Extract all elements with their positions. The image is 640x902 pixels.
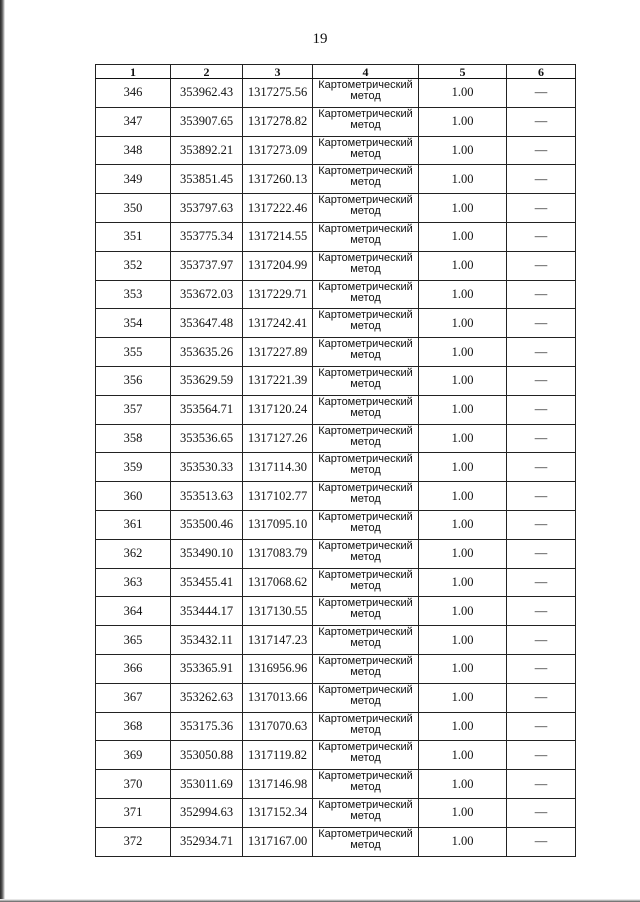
x-coordinate-cell: 353490.10	[171, 539, 243, 568]
note-cell	[507, 597, 576, 626]
point-number-cell: 361	[96, 510, 171, 539]
point-number-cell: 357	[96, 395, 171, 424]
method-text-line: Картометрический	[318, 626, 413, 639]
method-text-line: метод	[350, 752, 381, 765]
x-coordinate-cell: 353629.59	[171, 366, 243, 395]
y-coordinate-cell: 1317070.63	[243, 712, 313, 741]
accuracy-cell: 1.00	[419, 107, 507, 136]
method-cell	[313, 712, 419, 741]
x-coordinate-cell: 353647.48	[171, 309, 243, 338]
accuracy-cell: 1.00	[419, 626, 507, 655]
y-coordinate-cell: 1317260.13	[243, 165, 313, 194]
method-text-line: Картометрический	[318, 79, 413, 91]
method-text-line: метод	[350, 464, 381, 477]
note-dash: —	[534, 488, 548, 503]
method-cell	[313, 510, 419, 539]
note-dash: —	[534, 776, 548, 791]
method-text-line: метод	[350, 176, 381, 189]
accuracy-cell: 1.00	[419, 510, 507, 539]
table-row	[96, 510, 576, 539]
method-cell	[313, 79, 419, 108]
note-cell	[507, 280, 576, 309]
table-row	[96, 136, 576, 165]
table-row	[96, 568, 576, 597]
table-row	[96, 827, 576, 856]
accuracy-cell: 1.00	[419, 482, 507, 511]
method-text-line: метод	[350, 435, 381, 448]
x-coordinate-cell: 353432.11	[171, 626, 243, 655]
method-text-line: Картометрический	[318, 309, 413, 322]
x-coordinate-cell: 353907.65	[171, 107, 243, 136]
note-dash: —	[534, 200, 548, 215]
x-coordinate-cell: 353011.69	[171, 770, 243, 799]
note-dash: —	[534, 574, 548, 589]
point-number-cell: 352	[96, 251, 171, 280]
note-dash: —	[534, 517, 548, 532]
method-text-line: метод	[350, 291, 381, 304]
method-cell	[313, 827, 419, 856]
method-text-line: метод	[350, 233, 381, 246]
note-dash: —	[534, 286, 548, 301]
note-dash: —	[534, 661, 548, 676]
note-cell	[507, 626, 576, 655]
x-coordinate-cell: 353365.91	[171, 654, 243, 683]
accuracy-cell: 1.00	[419, 712, 507, 741]
table-body	[96, 79, 576, 857]
x-coordinate-cell: 353737.97	[171, 251, 243, 280]
method-cell	[313, 597, 419, 626]
note-cell	[507, 165, 576, 194]
x-coordinate-cell: 353513.63	[171, 482, 243, 511]
note-dash: —	[534, 430, 548, 445]
y-coordinate-cell: 1317273.09	[243, 136, 313, 165]
x-coordinate-cell: 353444.17	[171, 597, 243, 626]
method-text-line: метод	[350, 90, 381, 102]
accuracy-cell: 1.00	[419, 79, 507, 108]
scan-edge-left	[0, 0, 5, 902]
method-text-line: Картометрический	[318, 482, 413, 495]
accuracy-cell: 1.00	[419, 827, 507, 856]
y-coordinate-cell: 1317204.99	[243, 251, 313, 280]
point-number-cell: 370	[96, 770, 171, 799]
method-cell	[313, 280, 419, 309]
table-row	[96, 482, 576, 511]
accuracy-cell: 1.00	[419, 222, 507, 251]
note-dash: —	[534, 373, 548, 388]
method-text-line: Картометрический	[318, 194, 413, 207]
note-dash: —	[534, 459, 548, 474]
table-row	[96, 741, 576, 770]
accuracy-cell: 1.00	[419, 309, 507, 338]
table-row	[96, 798, 576, 827]
note-cell	[507, 424, 576, 453]
y-coordinate-cell: 1317083.79	[243, 539, 313, 568]
method-text-line: Картометрический	[318, 366, 413, 379]
note-dash: —	[534, 834, 548, 849]
accuracy-cell: 1.00	[419, 136, 507, 165]
y-coordinate-cell: 1317275.56	[243, 79, 313, 108]
table-row	[96, 280, 576, 309]
y-coordinate-cell: 1317152.34	[243, 798, 313, 827]
method-text-line: метод	[350, 349, 381, 362]
method-text-line: Картометрический	[318, 338, 413, 351]
method-text-line: Картометрический	[318, 136, 413, 149]
note-dash: —	[534, 805, 548, 820]
method-cell	[313, 366, 419, 395]
method-cell	[313, 165, 419, 194]
accuracy-cell: 1.00	[419, 770, 507, 799]
accuracy-cell: 1.00	[419, 424, 507, 453]
coordinates-table	[95, 64, 576, 857]
method-text-line: Картометрический	[318, 712, 413, 725]
x-coordinate-cell: 353050.88	[171, 741, 243, 770]
note-cell	[507, 136, 576, 165]
note-dash: —	[534, 85, 548, 100]
x-coordinate-cell: 353892.21	[171, 136, 243, 165]
point-number-cell: 360	[96, 482, 171, 511]
y-coordinate-cell: 1317114.30	[243, 453, 313, 482]
point-number-cell: 354	[96, 309, 171, 338]
note-cell	[507, 366, 576, 395]
method-cell	[313, 309, 419, 338]
note-cell	[507, 741, 576, 770]
method-text-line: метод	[350, 493, 381, 506]
method-cell	[313, 741, 419, 770]
y-coordinate-cell: 1317146.98	[243, 770, 313, 799]
method-text-line: Картометрический	[318, 165, 413, 178]
point-number-cell: 364	[96, 597, 171, 626]
method-cell	[313, 424, 419, 453]
point-number-cell: 356	[96, 366, 171, 395]
method-text-line: метод	[350, 320, 381, 333]
x-coordinate-cell: 353564.71	[171, 395, 243, 424]
page-number: 19	[312, 31, 328, 47]
method-cell	[313, 798, 419, 827]
method-text-line: метод	[350, 723, 381, 736]
point-number-cell: 349	[96, 165, 171, 194]
method-text-line: метод	[350, 406, 381, 419]
method-text-line: метод	[350, 579, 381, 592]
y-coordinate-cell: 1317013.66	[243, 683, 313, 712]
table-row	[96, 424, 576, 453]
method-text-line: метод	[350, 665, 381, 678]
point-number-cell: 366	[96, 654, 171, 683]
note-dash: —	[534, 114, 548, 129]
note-cell	[507, 568, 576, 597]
y-coordinate-cell: 1317127.26	[243, 424, 313, 453]
method-text-line: Картометрический	[318, 539, 413, 552]
point-number-cell: 351	[96, 222, 171, 251]
x-coordinate-cell: 353635.26	[171, 338, 243, 367]
accuracy-cell: 1.00	[419, 194, 507, 223]
point-number-cell: 347	[96, 107, 171, 136]
method-text-line: Картометрический	[318, 280, 413, 293]
y-coordinate-cell: 1317130.55	[243, 597, 313, 626]
note-cell	[507, 453, 576, 482]
method-text-line: Картометрический	[318, 251, 413, 264]
y-coordinate-cell: 1317102.77	[243, 482, 313, 511]
note-dash: —	[534, 747, 548, 762]
method-text-line: метод	[350, 694, 381, 707]
method-cell	[313, 453, 419, 482]
method-cell	[313, 136, 419, 165]
method-cell	[313, 770, 419, 799]
point-number-cell: 362	[96, 539, 171, 568]
method-text-line: Картометрический	[318, 568, 413, 581]
accuracy-cell: 1.00	[419, 683, 507, 712]
method-text-line: метод	[350, 809, 381, 822]
note-cell	[507, 107, 576, 136]
note-cell	[507, 683, 576, 712]
header-col-3: 3	[243, 65, 313, 79]
point-number-cell: 368	[96, 712, 171, 741]
method-text-line: метод	[350, 521, 381, 534]
y-coordinate-cell: 1317214.55	[243, 222, 313, 251]
method-cell	[313, 683, 419, 712]
accuracy-cell: 1.00	[419, 395, 507, 424]
x-coordinate-cell: 352934.71	[171, 827, 243, 856]
method-cell	[313, 654, 419, 683]
header-col-4: 4	[313, 65, 419, 79]
accuracy-cell: 1.00	[419, 338, 507, 367]
x-coordinate-cell: 353851.45	[171, 165, 243, 194]
note-cell	[507, 395, 576, 424]
method-text-line: метод	[350, 262, 381, 275]
accuracy-cell: 1.00	[419, 568, 507, 597]
x-coordinate-cell: 353536.65	[171, 424, 243, 453]
point-number-cell: 367	[96, 683, 171, 712]
method-cell	[313, 482, 419, 511]
table-row	[96, 107, 576, 136]
accuracy-cell: 1.00	[419, 251, 507, 280]
x-coordinate-cell: 353962.43	[171, 79, 243, 108]
table-row	[96, 79, 576, 108]
note-cell	[507, 194, 576, 223]
y-coordinate-cell: 1317167.00	[243, 827, 313, 856]
note-cell	[507, 539, 576, 568]
point-number-cell: 372	[96, 827, 171, 856]
method-text-line: Картометрический	[318, 741, 413, 754]
y-coordinate-cell: 1317068.62	[243, 568, 313, 597]
method-text-line: Картометрический	[318, 424, 413, 437]
point-number-cell: 348	[96, 136, 171, 165]
note-cell	[507, 798, 576, 827]
note-cell	[507, 654, 576, 683]
table-row	[96, 165, 576, 194]
note-dash: —	[534, 344, 548, 359]
table-row	[96, 366, 576, 395]
x-coordinate-cell: 353175.36	[171, 712, 243, 741]
note-dash: —	[534, 402, 548, 417]
method-text-line: Картометрический	[318, 597, 413, 610]
y-coordinate-cell: 1317242.41	[243, 309, 313, 338]
note-dash: —	[534, 229, 548, 244]
accuracy-cell: 1.00	[419, 165, 507, 194]
method-text-line: метод	[350, 781, 381, 794]
y-coordinate-cell: 1317227.89	[243, 338, 313, 367]
note-cell	[507, 827, 576, 856]
table-row	[96, 309, 576, 338]
table-row	[96, 222, 576, 251]
note-cell	[507, 482, 576, 511]
table-row	[96, 539, 576, 568]
note-dash: —	[534, 603, 548, 618]
point-number-cell: 350	[96, 194, 171, 223]
table-row	[96, 683, 576, 712]
y-coordinate-cell: 1317120.24	[243, 395, 313, 424]
note-cell	[507, 712, 576, 741]
header-col-6: 6	[507, 65, 576, 79]
method-cell	[313, 194, 419, 223]
point-number-cell: 359	[96, 453, 171, 482]
point-number-cell: 355	[96, 338, 171, 367]
method-cell	[313, 222, 419, 251]
accuracy-cell: 1.00	[419, 366, 507, 395]
x-coordinate-cell: 353775.34	[171, 222, 243, 251]
point-number-cell: 369	[96, 741, 171, 770]
method-cell	[313, 338, 419, 367]
note-dash: —	[534, 142, 548, 157]
accuracy-cell: 1.00	[419, 280, 507, 309]
method-text-line: Картометрический	[318, 654, 413, 667]
y-coordinate-cell: 1317221.39	[243, 366, 313, 395]
accuracy-cell: 1.00	[419, 741, 507, 770]
x-coordinate-cell: 353797.63	[171, 194, 243, 223]
y-coordinate-cell: 1317095.10	[243, 510, 313, 539]
method-text-line: Картометрический	[318, 395, 413, 408]
note-dash: —	[534, 315, 548, 330]
x-coordinate-cell: 353262.63	[171, 683, 243, 712]
y-coordinate-cell: 1317147.23	[243, 626, 313, 655]
table-row	[96, 654, 576, 683]
x-coordinate-cell: 353530.33	[171, 453, 243, 482]
table-row	[96, 626, 576, 655]
method-cell	[313, 395, 419, 424]
note-cell	[507, 251, 576, 280]
accuracy-cell: 1.00	[419, 539, 507, 568]
note-dash: —	[534, 690, 548, 705]
table-row	[96, 770, 576, 799]
method-text-line: метод	[350, 608, 381, 621]
method-text-line: Картометрический	[318, 510, 413, 523]
note-dash: —	[534, 718, 548, 733]
method-text-line: Картометрический	[318, 222, 413, 235]
method-text-line: Картометрический	[318, 683, 413, 696]
point-number-cell: 358	[96, 424, 171, 453]
method-text-line: метод	[350, 637, 381, 650]
y-coordinate-cell: 1317278.82	[243, 107, 313, 136]
note-dash: —	[534, 171, 548, 186]
point-number-cell: 365	[96, 626, 171, 655]
table-row	[96, 395, 576, 424]
x-coordinate-cell: 353455.41	[171, 568, 243, 597]
table-row	[96, 712, 576, 741]
table-row	[96, 194, 576, 223]
table-header-row	[96, 65, 576, 79]
y-coordinate-cell: 1316956.96	[243, 654, 313, 683]
note-dash: —	[534, 632, 548, 647]
point-number-cell: 371	[96, 798, 171, 827]
table-row	[96, 597, 576, 626]
x-coordinate-cell: 353500.46	[171, 510, 243, 539]
note-cell	[507, 79, 576, 108]
method-text-line: метод	[350, 838, 381, 851]
x-coordinate-cell: 352994.63	[171, 798, 243, 827]
method-text-line: Картометрический	[318, 798, 413, 811]
method-text-line: Картометрический	[318, 107, 413, 120]
accuracy-cell: 1.00	[419, 654, 507, 683]
point-number-cell: 346	[96, 79, 171, 108]
method-text-line: метод	[350, 205, 381, 218]
note-cell	[507, 309, 576, 338]
table-row	[96, 251, 576, 280]
method-cell	[313, 626, 419, 655]
method-cell	[313, 568, 419, 597]
table-row	[96, 453, 576, 482]
method-text-line: Картометрический	[318, 453, 413, 466]
header-col-1: 1	[96, 65, 171, 79]
method-text-line: метод	[350, 118, 381, 131]
method-cell	[313, 107, 419, 136]
y-coordinate-cell: 1317222.46	[243, 194, 313, 223]
accuracy-cell: 1.00	[419, 597, 507, 626]
method-text-line: метод	[350, 147, 381, 160]
accuracy-cell: 1.00	[419, 798, 507, 827]
method-text-line: метод	[350, 377, 381, 390]
x-coordinate-cell: 353672.03	[171, 280, 243, 309]
method-text-line: Картометрический	[318, 770, 413, 783]
note-dash: —	[534, 258, 548, 273]
header-col-2: 2	[171, 65, 243, 79]
method-cell	[313, 251, 419, 280]
point-number-cell: 353	[96, 280, 171, 309]
note-dash: —	[534, 546, 548, 561]
header-col-5: 5	[419, 65, 507, 79]
y-coordinate-cell: 1317229.71	[243, 280, 313, 309]
note-cell	[507, 338, 576, 367]
note-cell	[507, 510, 576, 539]
method-text-line: метод	[350, 550, 381, 563]
table-row	[96, 338, 576, 367]
method-text-line: Картометрический	[318, 827, 413, 840]
method-cell	[313, 539, 419, 568]
point-number-cell: 363	[96, 568, 171, 597]
y-coordinate-cell: 1317119.82	[243, 741, 313, 770]
note-cell	[507, 770, 576, 799]
accuracy-cell: 1.00	[419, 453, 507, 482]
note-cell	[507, 222, 576, 251]
